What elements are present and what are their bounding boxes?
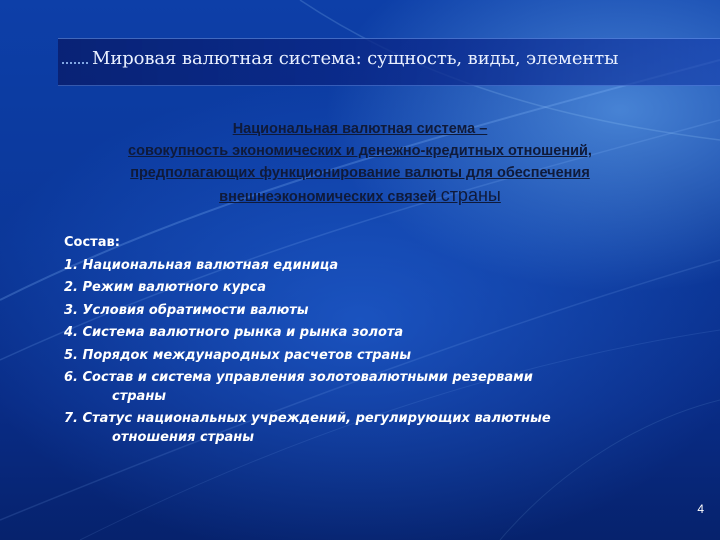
list-item: 4. Система валютного рынка и рынка золота (64, 325, 404, 340)
list-item: 1. Национальная валютная единица (64, 257, 339, 273)
definition-line-2: совокупность экономических и денежно-кредитных отношений, (128, 143, 592, 159)
list-item: 2. Режим валютного курса (64, 280, 266, 295)
definition-line-1: Национальная валютная система – (232, 121, 488, 137)
list-item-continuation: отношения страны (112, 429, 255, 445)
list-item: 5. Порядок международных расчетов страны (64, 347, 412, 363)
title-dots (62, 60, 88, 64)
definition-line-4-big: страны (440, 185, 501, 205)
slide-title: Мировая валютная система: сущность, виды, элементы (92, 48, 619, 69)
list-item-continuation: страны (112, 388, 167, 404)
composition-heading: Состав: (64, 235, 120, 250)
composition-list (64, 232, 684, 449)
definition-line-3: предполагающих функционирование валюты для обеспечения (130, 165, 590, 181)
list-item: 7. Статус национальных учреждений, регулирующих валютные (64, 411, 551, 426)
page-number: 4 (697, 502, 704, 516)
definition-line-4-main: внешнеэкономических связей (219, 189, 437, 205)
list-item: 3. Условия обратимости валюты (64, 302, 309, 318)
list-item: 6. Состав и система управления золотовалютными резервами (64, 370, 533, 385)
definition-line-4 (30, 184, 690, 208)
definition-block (30, 118, 690, 208)
